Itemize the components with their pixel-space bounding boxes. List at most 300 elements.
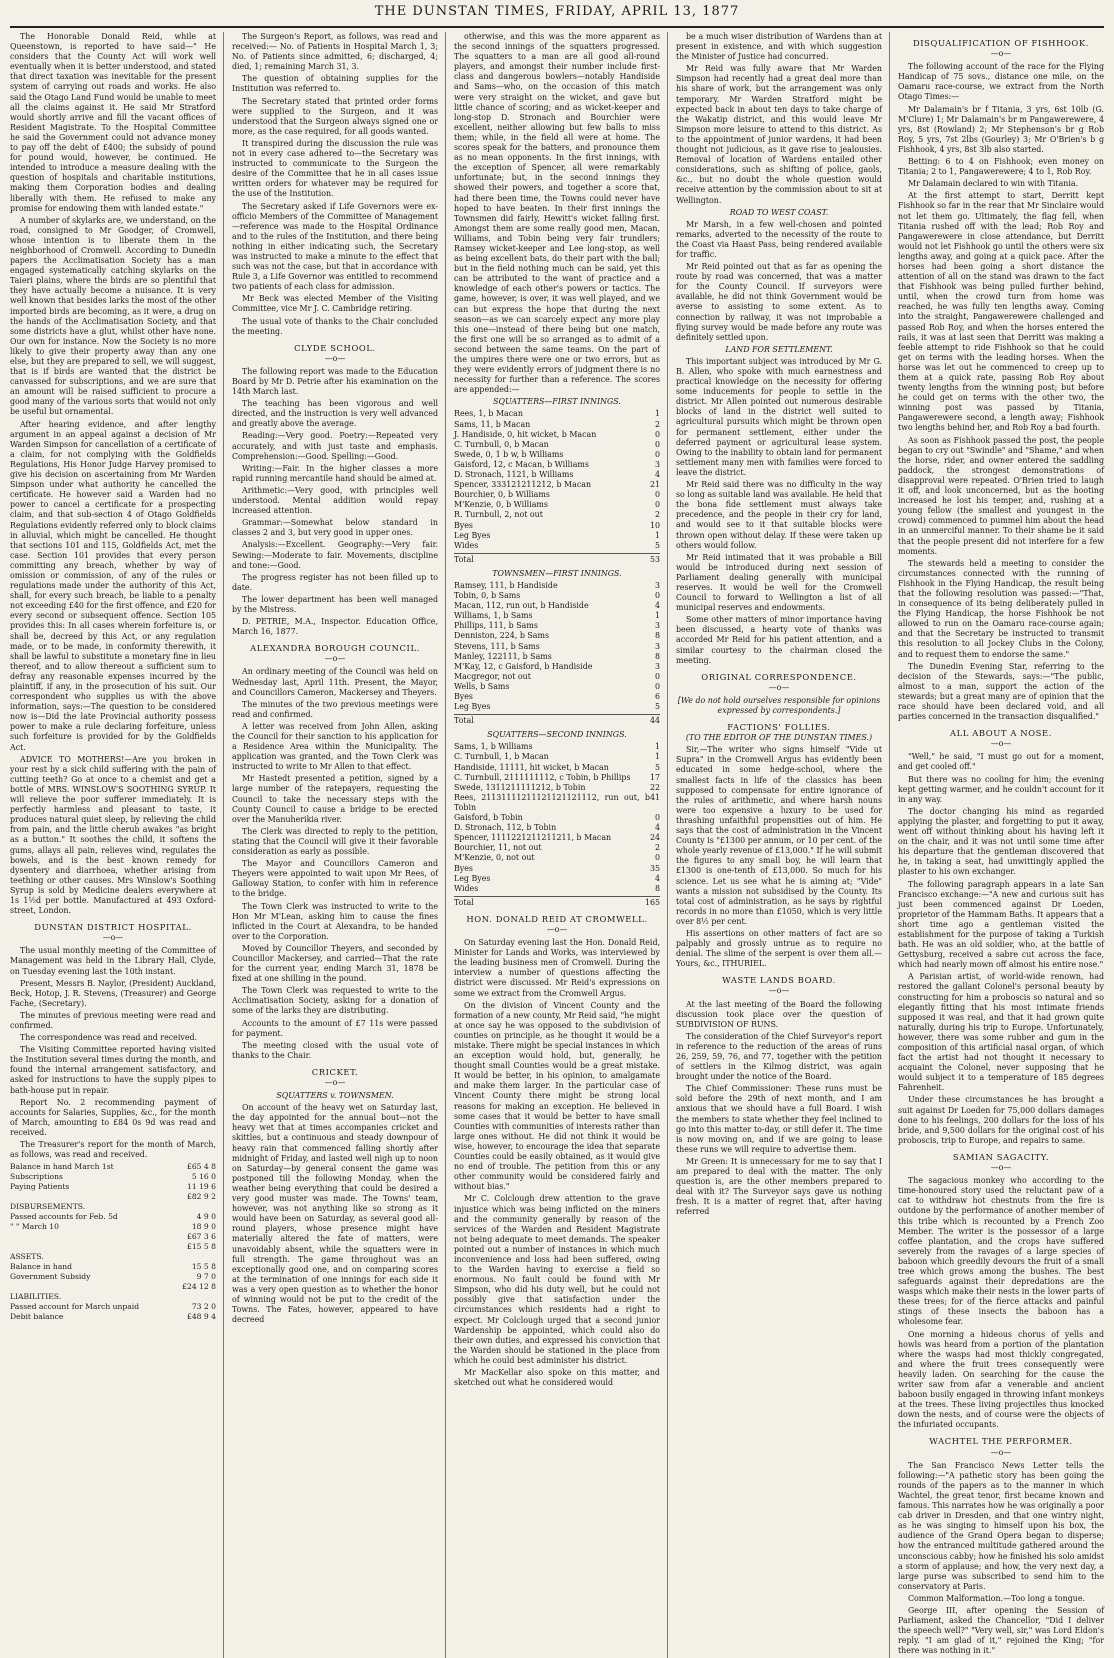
article-paragraph: Mr Reid intimated that it was probable a Bill would be introduced during next session of Parliament dealing generally with municipal reserves. It would be well for the Cromwell Council to forward to Wellington a list of all municipal reserves and endowments. <box>676 552 882 613</box>
ledger-value: 11 19 6 <box>187 1182 216 1192</box>
score-row <box>454 420 660 430</box>
article-paragraph: Mr Reid was fully aware that Mr Warden Simpson had recently had a great deal more than his share of work, but the arrangement was only temporary. Mr Warden Stratford might be expected back in about ten days to take charge of the Wakatip district, and this would leave Mr Simpson more leisure to attend to this district. As to the appointment of junior wardens, it had been thought not judicious, as it gave rise to jealousies. Removal of location of Wardens entailed other considerations, such as shifting of police, gaols, &c., but no doubt the whole question would receive attention by the commission about to sit at Wellington. <box>676 64 882 205</box>
article-paragraph: Mr Beck was elected Member of the Visiting Committee, vice Mr J. C. Cambridge retiring. <box>232 294 438 314</box>
batsman-runs: 3 <box>654 459 660 469</box>
nose-paragraphs <box>898 752 1104 1146</box>
columns <box>10 32 1104 1656</box>
batsman-name: Phillips, 111, b Sams <box>454 621 538 631</box>
article-paragraph: The usual vote of thanks to the Chair concluded the meeting. <box>232 316 438 336</box>
batsman-runs: 5 <box>654 702 660 712</box>
batsman-name: Leg Byes <box>454 702 491 712</box>
article-paragraph: The Town Clerk was instructed to write to the Hon Mr M'Lean, asking him to cause the fines inflicted in the Court at Alexandra, to be handed over to the Corporation. <box>232 901 438 941</box>
batsman-name: D. Stronach, 1121, b Williams <box>454 470 574 480</box>
score-row <box>454 430 660 440</box>
samian-heading: SAMIAN SAGACITY. <box>952 1151 1050 1162</box>
batsman-name: Williams, 1, b Sams <box>454 611 533 621</box>
section-rule: —o— <box>324 353 346 363</box>
score-row <box>454 490 660 500</box>
ledger-row <box>10 1192 216 1202</box>
batsman-name: Bourchier, 11, not out <box>454 843 542 853</box>
score-row <box>454 652 660 662</box>
batsman-name: Wides <box>454 540 479 550</box>
school-heading: CLYDE SCHOOL. <box>294 342 376 353</box>
article-paragraph: On account of the heavy wet on Saturday last, the day appointed for the annual bout—not the heavy wet that at times accompanies cricket and skittles, but a continuous and steady downpour of heavy rain that commenced falling shortly after midnight of Friday, and lasted well nigh up to noon on Saturday—by general consent the game was postponed till the following Monday, when the weather being everything that could be desired a very good muster was made. The Towns' team, however, was not anything like so strong as it would have been on Saturday, as several good all-round players, whose presence might have materially altered the fate of matters, were unavoidably absent, while the squatters were in full strength. The game throughout was an exceptionally good one, and on comparing scores at the termination of one innings for each side it was a very open question as to whether the honor of winning would not be put to the credit of the Towns. The Fates, however, appeared to have decreed <box>232 1103 438 1325</box>
score-row <box>454 742 660 752</box>
column-1 <box>10 32 216 1658</box>
batsman-name: R. Turnbull, 2, not out <box>454 510 543 520</box>
col4-paragraphs <box>676 32 882 206</box>
score-row <box>454 553 660 565</box>
article-paragraph: George III, after opening the Session of Parliament, asked the Chancellor, "Did I deliver the speech well?" "Very well, sir," was Lord Eldon's reply. "I am glad of it," rejoined the King; "for there was nothing in it." <box>898 1605 1104 1656</box>
score-row <box>454 480 660 490</box>
batsman-runs: 2 <box>654 419 660 429</box>
col2-paragraphs <box>232 32 438 337</box>
reid-paragraphs <box>454 938 660 1388</box>
ledger-row <box>10 1172 216 1182</box>
article-paragraph: At the first attempt to start, Derritt kept Fishhook so far in the rear that Mr Sinclaire would not let them go. Ultimately, the flag fell, when Titania rushed off with the lead; Rob Roy and Pangawerewere in close attendance, but Derritt would not let Fishhook go until the others were six lengths away, and going at a quick pace. After the horses had been going a short distance the attention of all on the stand was drawn to the fact that Fishhook was being pulled further behind, until, when the crowd turn from home was reached, he was fully ten lengths away. Coming into the straight, Pangawerewere challenged and passed Rob Roy, and when the horses entered the rails, it was at last seen that Derritt was making a feeble attempt to ride Fishhook so that he could get on terms with the leading horses. When the horse was let out he commenced to creep up to them at a quick rate, passing Rob Roy about twenty lengths from the winning post; but before he could get on terms with the other two, the winning post was passed by Titania, Pangawerewere second, a length away; Fishhook two lengths behind her, and Rob Roy a bad fourth. <box>898 191 1104 433</box>
article-paragraph: His assertions on other matters of fact are so palpably and grossly untrue as to require no denial. The slime of the serpent is over them all.—Yours, &c., ITHURIEL. <box>676 928 882 969</box>
ledger-row <box>10 1162 216 1172</box>
score-row <box>454 409 660 419</box>
article-paragraph: The correspondence was read and received. <box>20 1033 198 1043</box>
article-paragraph: A Parisian artist, of world-wide renown, had restored the gallant Colonel's personal beauty by constructing for him a proboscis so natural and so elegantly fitting that his most intimate friends supposed it was real, and that it had grown quite naturally, during his trip to Europe. Unfortunately, however, there was some rubber and gum in the composition of this artificial nasal organ, of which fact the artist had not thought it necessary to acquaint the Colonel, never supposing that he would subject it to a temperature of 185 degrees Fahrenheit. <box>898 972 1104 1093</box>
score3-table <box>454 742 660 908</box>
article-paragraph: Mr Marsh, in a few well-chosen and pointed remarks, adverted to the necessity of the route to the Coast via Haast Pass, being rendered available for traffic. <box>676 219 882 259</box>
batsman-name: Leg Byes <box>454 530 491 540</box>
article-paragraph: The minutes of previous meeting were read and confirmed. <box>10 1010 216 1030</box>
cricket-heading: CRICKET. <box>311 1066 359 1077</box>
article-paragraph: The meeting closed with the usual vote of thanks to the Chair. <box>232 1040 438 1060</box>
ledger-value: £67 3 6 <box>187 1232 216 1242</box>
ledger-value: £65 4 8 <box>187 1162 216 1172</box>
batsman-name: Bourchier, 0, b Williams <box>454 490 550 500</box>
section-rule: —o— <box>102 933 124 943</box>
batsman-runs: 0 <box>654 853 660 863</box>
batsman-runs: 0 <box>654 500 660 510</box>
score-row <box>454 793 660 813</box>
batsman-runs: 41 <box>649 792 660 802</box>
batsman-name: Handiside, 11111, hit wicket, b Macan <box>454 762 609 772</box>
cricket-paragraphs <box>232 1103 438 1325</box>
ledger-value: £82 9 2 <box>187 1192 216 1202</box>
batsman-name: Byes <box>454 692 473 701</box>
batsman-name: C. Turnbull, 1, b Macan <box>454 752 549 762</box>
batsman-name: Gaisford, 12, c Macan, b Williams <box>454 459 589 469</box>
score-row <box>454 773 660 783</box>
batsman-runs: 1 <box>654 409 660 419</box>
score2-heading: TOWNSMEN—FIRST INNINGS. <box>492 568 622 578</box>
batsman-runs: 3 <box>654 580 660 590</box>
score-row <box>454 714 660 726</box>
ledger-row <box>10 1182 216 1192</box>
masthead-title: THE DUNSTAN TIMES, FRIDAY, APRIL 13, 1877 <box>374 4 740 19</box>
correspondence-heading: ORIGINAL CORRESPONDENCE. <box>701 671 857 682</box>
article-paragraph: The consideration of the Chief Surveyor's report in reference to the reduction of the areas of runs 26, 259, 59, 76, and 77, together with the petition of settlers in the Kilmog district, was again brought under the notice of the Board. <box>676 1031 882 1082</box>
ledger-value <box>182 1292 216 1302</box>
ledger-value: 73 2 0 <box>191 1302 216 1312</box>
batsman-runs: 0 <box>654 490 660 500</box>
article-paragraph: Present, Messrs B. Naylor, (President) Auckland, Beck, Hotop, J. R. Stevens, (Treasurer) and George Fache, (Secretary). <box>10 978 216 1008</box>
batsman-name: M'Kay, 12, c Gaisford, b Handiside <box>454 661 593 671</box>
ledger-row <box>10 1272 216 1282</box>
article-paragraph: Reading:—Very good. Poetry:—Repeated very accurately, and with just taste and emphasis. Comprehension:—Good. Spelling:—Good. <box>232 431 438 461</box>
article-paragraph: This important subject was introduced by Mr G. B. Allen, who spoke with much earnestness and practical knowledge on the necessity for offering some inducements for people to settle in the district. Mr Allen pointed out numerous desirable blocks of land in the district well suited to agricultural pursuits which might be thrown open for permanent settlement, either under the deferred payment or agricultural lease system. Owing to the inability to obtain land for permanent settlement many men with families were forced to leave the district. <box>676 356 882 477</box>
article-paragraph: The sagacious monkey who according to the time-honoured story used the reluctant paw of a cat to withdraw hot chestnuts from the fire is outdone by the performance of another member of this tribe which is recounted by a French Zoo Member. The writer is the possessor of a large coffee plantation, and the crops have suffered severely from the ravages of a large species of baboon which greedily devours the fruit of a small tree which grows among the bushes. The best safeguards against their depredations are the wasps which make their nests in the lower parts of these trees; for of the fierce attacks and painful stings of these insects the baboon has a wholesome fear. <box>898 1176 1104 1327</box>
article-paragraph: The minutes of the two previous meetings were read and confirmed. <box>232 699 438 719</box>
batsman-runs: 0 <box>654 681 660 691</box>
score-row <box>454 500 660 510</box>
batsman-runs: 44 <box>649 716 660 726</box>
section-rule: —o— <box>324 1078 346 1087</box>
batsman-name: Denniston, 224, b Sams <box>454 631 550 641</box>
article-paragraph: The progress register has not been filled up to date. <box>232 572 438 592</box>
article-paragraph: The following paragraph appears in a late San Francisco exchange:—"A new and curious suit has just been commenced against Dr Loeden, proprietor of the Hammam Baths. It appears that a short time ago a gentleman visited the establishment for the purpose of taking a Turkish bath. He was an old soldier, who, at the battle of Gettysburg, received a sabre cut across the face, which had nearly mown off almost his entire nose." <box>898 879 1104 970</box>
school-paragraphs <box>232 367 438 637</box>
article-paragraph: At the last meeting of the Board the following discussion took place over the question of SUBDIVISION OF RUNS. <box>676 999 882 1029</box>
article-paragraph: Mr Dalamain declared to win with Titania. <box>908 179 1079 189</box>
council-paragraphs <box>232 667 438 1060</box>
article-paragraph: The usual monthly meeting of the Committee of Management was held in the Library Hall, Clyde, on Tuesday evening last the 10th instant. <box>10 946 216 976</box>
article-paragraph: The lower department has been well managed by the Mistress. <box>232 594 438 614</box>
article-paragraph: The San Francisco News Letter tells the following:—"A pathetic story has been going the rounds of the papers as to the manner in which Wachtel, the great tenor, first became known and famous. This narrates how he was originally a poor cab driver in Dresden, and that one wintry night, as he was singing to himself upon his box, the audience of the Grand Opera began to disperse; how the entranced multitude gathered around the unconscious cabby; how he finished his solo amidst a storm of applause; and how, the very next day, a large purse was subscribed to send him to the conservatory at Paris. <box>898 1460 1104 1591</box>
ledger-label: Debit balance <box>10 1312 64 1322</box>
section-rule: —o— <box>546 924 568 934</box>
article-paragraph: After hearing evidence, and after lengthy argument in an appeal against a decision of Mr Warden Simpson for cancellation of a certificate of a claim, for not complying with the Goldfields Regulations, His Honor Judge Harvey promised to give his decision on ascertaining from Mr Warden Simpson under what authority he cancelled the certificate. He however said a Warden had no power to cancel a certificate for a prospecting claim, and that sub-section 4 of Otago Goldfields Regulations evidently referred only to block claims in alluvial, which might be cancelled. He thought that sections 101 and 115, Goldfields Act, met the case. Section 101 provides that every person committing any breach, whether by way of omission or commission, of any of the rules or regulations made under the authority of this Act, shall, for every such breach, be liable to a penalty not exceeding £40 for the first offence, and £20 for every second or subsequent offence. Section 105 provides this: In all cases wherein forfeiture is, or shall be, decreed by this Act, or any regulation made, or to be made, in conformity therewith, it shall be lawful to substitute a monetary fine in lieu thereof, and to allow thereout a sufficient sum to defray any reasonable expenses incurred by the plaintiff, if any, in the prosecution of his suit. Our correspondent who supplies us with the above information, says:—The question to be considered now is—Did the late Provincial authority possess power to make a rule declaring forfeiture, unless such forfeiture is provided for by the Goldfields Act. <box>10 419 216 752</box>
article-paragraph: Under these circumstances he has brought a suit against Dr Loeden for 75,000 dollars damages done to his feelings, 200 dollars for the loss of his bride, and 9,500 dollars for the original cost of his proboscis, trip to Europe, and repairs to same. <box>898 1095 1104 1145</box>
score-row <box>454 672 660 682</box>
score-row <box>454 531 660 541</box>
article-paragraph: Mr C. Colclough drew attention to the grave injustice which was being inflicted on the miners and the community generally by reason of the services of the Warden and Resident Magistrate not being adequate to meet demands. The speaker pointed out a number of instances in which much inconvenience and loss had been suffered, owing to the Warden having to exercise a field so enormous. No fault could be found with Mr Simpson, who did his duty well, but he could not possibly give that satisfaction under the circumstances which residents had a right to expect. Mr Colclough urged that a second junior Wardenship be appointed, which could also do their own duties, and expressed his conviction that the Warden should be stationed in the place from which he could best administer his district. <box>454 1194 660 1365</box>
score-row <box>454 874 660 884</box>
score-row <box>454 682 660 692</box>
batsman-runs: 165 <box>644 897 660 907</box>
ledger-label: Subscriptions <box>10 1172 63 1182</box>
ledger-label <box>10 1242 182 1252</box>
article-paragraph: Mr Green: It is unnecessary for me to say that I am prepared to deal with the matter. The only question is, are the other members prepared to deal with it? The Surveyor says gave us nothing fresh. It is a matter of regret that, after having referred <box>676 1156 882 1217</box>
batsman-runs: 8 <box>654 631 660 641</box>
ledger-label: Balance in hand March 1st <box>10 1162 114 1172</box>
batsman-runs: 3 <box>654 641 660 651</box>
article-paragraph: The Treasurer's report for the month of March, as follows, was read and received. <box>10 1140 216 1160</box>
batsman-runs: 4 <box>654 601 660 611</box>
ledger-value: 15 5 8 <box>191 1262 216 1272</box>
ledger-value: £15 5 8 <box>187 1242 216 1252</box>
batsman-name: Byes <box>454 520 473 530</box>
article-paragraph: The Secretary asked if Life Governors were ex-officio Members of the Committee of Management—reference was made to the Hospital Ordinance and to the rules of the Institution, and there being nothing in either indicating such, the Secretary was instructed to make a minute to the effect that such was not the case, but that in accordance with Rule 3, a Life Governor was entitled to recommend two patients of each class for admission. <box>232 201 438 292</box>
article-paragraph: Accounts to the amount of £7 11s were passed for payment. <box>232 1018 438 1038</box>
batsman-name: Total <box>454 554 474 564</box>
article-paragraph: On the division of Vincent County and the formation of a new county, Mr Reid said, "he might at once say he was opposed to the subdivision of counties on principle, as he thought it would be a mistake. There might be special instances in which an exception would hold, but, generally, he thought small Counties would be a great mistake. It would be better, in his opinion, to amalgamate and make them larger. In the particular case of Vincent County there might be strong local reasons for making an exception. He believed in some cases that it would be better to have small Counties with communities of interests rather than large ones without. He did not think it would be wise, however, to encourage the idea that separate Counties could be easily obtained, as it would give no end of trouble. The petition from this or any other community would be considered fairly and without bias." <box>454 1000 660 1192</box>
masthead <box>10 0 1104 28</box>
article-paragraph: The Visiting Committee reported having visited the Institution several times during the month, and found the internal arrangement satisfactory, and asked for instructions to have the supply pipes to bath-house put in repair. <box>10 1045 216 1095</box>
ledger-label: ASSETS. <box>10 1252 44 1262</box>
batsman-name: M'Kenzie, 0, b Williams <box>454 500 548 510</box>
batsman-name: Spencer, 1111221211211211, b Macan <box>454 833 612 843</box>
wachtel-paragraphs <box>898 1461 1104 1657</box>
ledger-label <box>10 1282 182 1292</box>
batsman-name: Total <box>454 716 474 726</box>
score-row <box>454 621 660 631</box>
article-paragraph: Mr Reid pointed out that as far as opening the route by road was concerned, that was a matter for the County Council. If surveyors were available, he did not think Government would be averse to assisting to some extent. As to connection by railway, it was not improbable a flying survey would be made before any route was definitely settled upon. <box>676 262 882 342</box>
batsman-name: Swede, 1311211111212, b Tobin <box>454 782 586 792</box>
article-paragraph: Moved by Councillor Theyers, and seconded by Councillor Mackersey, and carried—That the rate for the current year, ending March 31, 1878 be fixed at one shilling in the pound. <box>232 943 438 984</box>
ledger-row <box>10 1252 216 1262</box>
batsman-name: J. Handiside, 0, hit wicket, b Macan <box>454 429 597 439</box>
fishhook-heading: DISQUALIFICATION OF FISHHOOK. <box>912 38 1090 48</box>
article-paragraph: Mr Hastedt presented a petition, signed by a large number of the ratepayers, requesting the Council to take the necessary steps with the County Council to cause a bridge to be erected over the Manuherikia river. <box>232 774 438 824</box>
batsman-name: Spencer, 333121211212, b Macan <box>454 480 592 490</box>
article-paragraph: A number of skylarks are, we understand, on the road, consigned to Mr Goodger, of Cromwell, whose intention is to liberate them in the neighborhood of Cromwell. According to Dunedin papers the Acclimatisation Society has a man engaged systematically catching skylarks on the Taieri plains, where the birds are so plentiful that they have actually become a nuisance. It is very well known that besides larks the most of the other imported birds are becoming, as it were, a drug on the hands of the Acclimatisation Society, and that some districts have a glut, whilst other have none. Our own for instance. Now the Society is no more likely to give their property away than any one else, but they are prepared to sell, we will suggest, that is if birds are wanted that the district be canvassed for subscriptions, and we are sure that an amount will be raised sufficient to procure a good many of the various sorts that would not only be useful but ornamental. <box>10 215 216 417</box>
ledger-label: LIABILITIES. <box>10 1292 62 1302</box>
ledger-value: 5 16 0 <box>191 1172 216 1182</box>
waste-lands-paragraphs <box>676 1000 882 1218</box>
article-paragraph: The question of obtaining supplies for the Institution was referred to. <box>232 74 438 94</box>
batsman-runs: 0 <box>654 429 660 439</box>
batsman-runs: 0 <box>654 671 660 681</box>
column-4 <box>676 32 882 1658</box>
score-row <box>454 642 660 652</box>
score-row <box>454 783 660 793</box>
batsman-name: Wells, b Sams <box>454 681 510 691</box>
ledger-value: 9 7 0 <box>196 1272 216 1282</box>
article-paragraph: An ordinary meeting of the Council was held on Wednesday last, April 11th. Present, the Mayor, and Councillors Cameron, Mackersey and Theyers. <box>232 667 438 697</box>
article-paragraph: The Town Clerk was requested to write to the Acclimatisation Society, asking for a donation of some of the larks they are distributing. <box>232 986 438 1016</box>
ledger-row <box>10 1292 216 1302</box>
section-rule: —o— <box>324 654 346 664</box>
ledger-row <box>10 1302 216 1312</box>
batsman-runs: 3 <box>654 621 660 631</box>
score2-table <box>454 581 660 726</box>
factions-subheading: (TO THE EDITOR OF THE DUNSTAN TIMES.) <box>685 733 873 743</box>
batsman-runs: 24 <box>649 833 660 843</box>
article-paragraph: The Honorable Donald Reid, while at Queenstown, is reported to have said—" He considers that the County Act will work well eventually when it is better understood, and stated that direct taxation was inevitable for the present system of carrying out roads and works. He also said the Otago Land Fund would be unable to meet all the claims against it. He said Mr Stratford would shortly arrive and fill the vacant offices of Resident Magistrate. To the Hospital Committee he said the Government could not advance money to pay off the debt of £400; the subsidy of pound for pound would, however, be continued. He intended to introduce a measure dealing with the question of hospitals and charitable institutions, making them Corporation bodies and dealing liberally with them. He refused to make any promise for endowing them with landed estate." <box>10 32 216 213</box>
score-row <box>454 601 660 611</box>
score-row <box>454 702 660 712</box>
batsman-runs: 53 <box>649 554 660 564</box>
score-row <box>454 833 660 843</box>
score-row <box>454 823 660 833</box>
score-row <box>454 450 660 460</box>
article-paragraph: The Secretary stated that printed order forms were supplied to the Surgeon, and it was understood that the Surgeon always signed one or more, as the case required, for all goods wanted. <box>232 96 438 136</box>
score-row <box>454 541 660 551</box>
article-paragraph: One morning a hideous chorus of yells and howls was heard from a portion of the plantation where the wasps had most thickly congregated, and where the fruit trees consequently were heavily laden. On searching for the cause the writer saw from afar a venerable and ancient baboon busily engaged in throwing infant monkeys at the trees. These living projectiles thus knocked down the nests, and of course were the objects of the infuriated occupants. <box>898 1329 1104 1430</box>
article-paragraph: Writing:—Fair. In the higher classes a more rapid running mercantile hand should be aimed at. <box>232 463 438 483</box>
reid-heading: HON. DONALD REID AT CROMWELL. <box>466 913 648 924</box>
batsman-runs: 21 <box>649 480 660 490</box>
batsman-name: Manley, 122111, b Sams <box>454 651 552 661</box>
ledger-row <box>10 1212 216 1222</box>
wachtel-heading: WACHTEL THE PERFORMER. <box>929 1436 1073 1447</box>
batsman-runs: 17 <box>649 772 660 782</box>
hospital-paragraphs <box>10 946 216 1160</box>
ledger-row <box>10 1232 216 1242</box>
batsman-name: Rees, 1, b Macan <box>454 409 523 419</box>
ledger-value: £48 9 4 <box>187 1312 216 1322</box>
batsman-name: Gaisford, b Tobin <box>454 813 523 823</box>
batsman-runs: 5 <box>654 540 660 550</box>
batsman-runs: 2 <box>654 843 660 853</box>
batsman-name: Sams, 1, b Williams <box>454 742 533 752</box>
article-paragraph: The following account of the race for the Flying Handicap of 75 sovs., distance one mile, on the Oamaru race-course, we extract from the North Otago Times:— <box>898 62 1104 102</box>
article-paragraph: be a much wiser distribution of Wardens than at present in existence, and with which suggestion the Minister of Justice had concurred. <box>676 32 882 62</box>
batsman-runs: 3 <box>654 661 660 671</box>
batsman-runs: 4 <box>654 823 660 833</box>
article-paragraph: But there was no cooling for him; the evening kept getting warmer, and he couldn't account for it in any way. <box>898 774 1104 804</box>
batsman-runs: 1 <box>654 742 660 752</box>
batsman-runs: 0 <box>654 449 660 459</box>
article-paragraph: "Well," he said, "I must go out for a moment, and get cooled off." <box>898 752 1104 772</box>
batsman-name: Stevens, 111, b Sams <box>454 641 540 651</box>
score-row <box>454 591 660 601</box>
council-heading: ALEXANDRA BOROUGH COUNCIL. <box>250 643 420 654</box>
score-row <box>454 470 660 480</box>
ledger-row <box>10 1312 216 1322</box>
section-rule: —o— <box>990 49 1012 59</box>
ledger-value: £24 12 8 <box>182 1282 216 1292</box>
col3-paragraphs <box>454 32 660 395</box>
ledger-row <box>10 1242 216 1252</box>
batsman-name: Tobin, 0, b Sams <box>454 591 521 601</box>
road-paragraphs <box>676 220 882 343</box>
ledger-label <box>10 1232 182 1242</box>
batsman-runs: 2 <box>654 510 660 520</box>
batsman-runs: 1 <box>654 752 660 762</box>
ledger-label: DISBURSEMENTS. <box>10 1202 86 1212</box>
article-paragraph: Mr Dalamain's br f Titania, 3 yrs, 6st 10lb (G. M'Clure) 1; Mr Dalamain's br m Pangawerewere, 4 yrs, 8st (Rowland) 2; Mr Stephenson's br g Rob Roy, 5 yrs, 7st 2lbs (Gourley) 3; Mr O'Brien's b g Fishhook, 4 yrs, 8st 3lb also started. <box>898 104 1104 154</box>
score-row <box>454 896 660 908</box>
article-paragraph: The Chief Commissioner: These runs must be sold before the 29th of next month, and I am anxious that we should have a full Board. I wish the members to state whether they feel inclined to go into this matter to-day, or still defer it. The time is now moving on, and if we are going to lease these runs we will require to advertise them. <box>676 1084 882 1154</box>
article-paragraph: As soon as Fishhook passed the post, the people began to cry out "Swindle" and "Shame," and when the horse, rider, and owner entered the saddling paddock, the strongest demonstrations of disapproval were repeated. O'Brien tried to laugh it off, and look unconcerned, but as the hooting increased he lost his temper, and, rushing at a young fellow (the smallest and youngest in the crowd) commenced to pummel him about the head in an unmerciful manner. To their shame be it said that the people present did not interfere for a few moments. <box>898 435 1104 556</box>
section-rule: —o— <box>768 986 790 996</box>
score-row <box>454 662 660 672</box>
article-paragraph: It transpired during the discussion the rule was not in every case adhered to—the Secretary was instructed to communicate to the Surgeon the desire of the Committee that he in all cases issue written orders for whatever may be required for the use of the Institution. <box>232 138 438 199</box>
article-paragraph: Common Malformation.—Too long a tongue. <box>908 1593 1086 1603</box>
article-paragraph: Arithmetic:—Very good, with principles well understood. Mental addition would repay increased attention. <box>232 485 438 516</box>
ledger-value: 18 9 0 <box>191 1222 216 1232</box>
score-row <box>454 460 660 470</box>
article-paragraph: The Mayor and Councillors Cameron and Theyers were appointed to wait upon Mr Rees, of Galloway Station, to confer with him in reference to the bridge. <box>232 859 438 899</box>
treasurer-ledger <box>10 1162 216 1322</box>
score-row <box>454 611 660 621</box>
score-row <box>454 843 660 853</box>
fishhook-paragraphs <box>898 62 1104 722</box>
article-paragraph: Some other matters of minor importance having been discussed, a hearty vote of thanks was accorded Mr Reid for his patient attention, and a similar courtesy to the chairman closed the meeting. <box>676 615 882 665</box>
article-paragraph: Report No. 2 recommending payment of accounts for Salaries, Supplies, &c., for the month of March, amounting to £84 0s 9d was read and received. <box>10 1097 216 1137</box>
ledger-label: Government Subsidy <box>10 1272 91 1282</box>
batsman-name: C. Turnbull, 2111111112, c Tobin, b Phillips <box>454 772 631 782</box>
article-paragraph: Grammar:—Somewhat below standard in classes 2 and 3, but very good in upper ones. <box>232 518 438 538</box>
land-paragraphs <box>676 357 882 666</box>
batsman-name: Sams, 11, b Macan <box>454 419 531 429</box>
score-row <box>454 521 660 531</box>
batsman-runs: 6 <box>654 692 660 701</box>
score-row <box>454 631 660 641</box>
article-paragraph: The Dunedin Evening Star, referring to the decision of the Stewards, says:—"The public, almost to a man, support the action of the stewards; but a great many are of opinion that the race should have been declared void, and all parties concerned in the transaction disqualified." <box>898 661 1104 722</box>
score-row <box>454 864 660 874</box>
score-row <box>454 853 660 863</box>
ledger-label: Paying Patients <box>10 1182 70 1192</box>
batsman-runs: 0 <box>654 439 660 449</box>
section-rule: —o— <box>990 1447 1012 1457</box>
article-paragraph: Sir,—The writer who signs himself "Vide ut Supra" in the Cromwell Argus has evidently been educated in some hedge-school, where the smallest facts in life of the classics has been supposed to compensate for entire ignorance of the rules of arithmetic, and where harsh nouns were too expensive a luxury to be used for thrashing unfaithful propensities out of him. He says that the cost of administration in the Vincent County is "£1300 per annum, or 10 per cent. of the whole yearly revenue of £13,000." If he will submit the figures to any small boy, he will learn that £1300 is one-tenth of £13,000. So much for his science. Let us see what he is aiming at; "Vide" wants a mission not subsidised by the County. Its total cost of administration, as he says by rightful records in no more than £1050, which is very little over 8½ per cent. <box>676 745 882 926</box>
batsman-runs: 4 <box>654 470 660 480</box>
ledger-row <box>10 1222 216 1232</box>
score-row <box>454 884 660 894</box>
ledger-label <box>10 1192 182 1202</box>
article-paragraph: The Clerk was directed to reply to the petition, stating that the Council will give it their favorable consideration as early as possible. <box>232 826 438 857</box>
article-paragraph: D. PETRIE, M.A., Inspector. Education Office, March 16, 1877. <box>232 617 438 637</box>
column-3 <box>454 32 660 1658</box>
batsman-runs: 4 <box>654 873 660 883</box>
batsman-runs: 1 <box>654 530 660 540</box>
ledger-row <box>10 1282 216 1292</box>
correspondence-note: [We do not hold ourselves responsible for opinions expressed by correspondents.] <box>677 695 881 715</box>
batsman-runs: 35 <box>649 863 660 873</box>
ledger-value <box>182 1202 216 1212</box>
article-paragraph: Analysis:—Excellent. Geography:—Very fair. Sewing:—Moderate to fair. Movements, discipline and tone:—Good. <box>232 540 438 570</box>
section-rule: —o— <box>990 1163 1012 1173</box>
batsman-name: Leg Byes <box>454 873 491 883</box>
batsman-name: Rees, 21131111211121121121112, run out, b Tobin <box>454 792 650 812</box>
batsman-name: Byes <box>454 863 473 873</box>
article-paragraph: Mr Reid said there was no difficulty in the way so long as suitable land was available. He held that the bona fide settlement must always take precedence, and the people in their cry for land, and would see to it that suitable blocks were thrown open without delay. If these were taken up others would follow. <box>676 480 882 550</box>
batsman-runs: 8 <box>654 651 660 661</box>
score-row <box>454 510 660 520</box>
score-row <box>454 763 660 773</box>
score1-table <box>454 409 660 564</box>
batsman-name: Swede, 0, 1 b w, b Williams <box>454 449 564 459</box>
article-paragraph: Mr MacKellar also spoke on this matter, and sketched out what he considered would <box>454 1368 660 1388</box>
batsman-runs: 0 <box>654 813 660 823</box>
article-paragraph: On Saturday evening last the Hon. Donald Reid, Minister for Lands and Works, was interviewed by the leading business men of Cromwell. During the interview a number of questions affecting the district were discussed. Mr Reid's expressions on some we extract from the Cromwell Argus. <box>454 938 660 998</box>
batsman-name: D. Stronach, 112, b Tobin <box>454 823 557 833</box>
score-row <box>454 440 660 450</box>
ledger-value: 4 9 0 <box>196 1212 216 1222</box>
batsman-name: Wides <box>454 883 479 893</box>
nose-heading: ALL ABOUT A NOSE. <box>950 728 1052 739</box>
ledger-row <box>10 1262 216 1272</box>
article-paragraph: The teaching has been vigorous and well directed, and the instruction is very well advanced and greatly above the average. <box>232 399 438 429</box>
batsman-runs: 22 <box>649 782 660 792</box>
batsman-runs: 10 <box>649 520 660 530</box>
article-paragraph: ADVICE TO MOTHERS!—Are you broken in your rest by a sick child suffering with the pain of cutting teeth? Go at once to a chemist and get a bottle of MRS. WINSLOW'S SOOTHING SYRUP. It will relieve the poor sufferer immediately. It is perfectly harmless and pleasant to taste, it produces natural quiet sleep, by relieving the child from pain, and the little cherub awakes "as bright as a button." It soothes the child, it softens the gums, allays all pain, relieves wind, regulates the bowels, and is the best known remedy for dysentery and diarrhoea, whether arising from teething or other causes. Mrs Winslow's Soothing Syrup is sold by Medicine dealers everywhere at 1s 1½d per bottle. Manufactured at 493 Oxford-street, London. <box>10 754 216 916</box>
article-paragraph: The Surgeon's Report, as follows, was read and received:— No. of Patients in Hospital March 1, 3; No. of Patients since admitted, 6; discharged, 4; died, 1; remaining March 31, 3. <box>232 32 438 72</box>
score1-heading: SQUATTERS—FIRST INNINGS. <box>493 397 621 407</box>
score-row <box>454 813 660 823</box>
cricket-subheading: SQUATTERS v. TOWNSMEN. <box>276 1091 394 1101</box>
batsman-runs: 8 <box>654 883 660 893</box>
waste-lands-heading: WASTE LANDS BOARD. <box>722 975 836 986</box>
col1-paragraphs <box>10 32 216 916</box>
article-paragraph: The following report was made to the Education Board by Mr D. Petrie after his examination on the 14th March last. <box>232 366 438 397</box>
hospital-heading: DUNSTAN DISTRICT HOSPITAL. <box>34 922 192 933</box>
ledger-label: " " March 10 <box>10 1222 59 1232</box>
score-row <box>454 752 660 762</box>
section-rule: —o— <box>768 682 790 692</box>
batsman-name: Macan, 112, run out, b Handiside <box>454 601 589 611</box>
article-paragraph: Betting: 6 to 4 on Fishhook; even money on Titania; 2 to 1, Pangawerewere; 4 to 1, Rob Roy. <box>898 157 1104 177</box>
ledger-label: Passed accounts for Feb. 5d <box>10 1212 118 1222</box>
article-paragraph: otherwise, and this was the more apparent as the second innings of the squatters progressed. The squatters to a man are all good all-round players, and amongst their number include first-class and dangerous bowlers—notably Handiside and Sams—who, on the occasion of this match were very straight on the wicket, and gave but little chance of scoring; and as wicket-keeper and long-stop D. Stronach and Bourchier were excellent, neither allowing but few balls to miss them; while, in the field all were at home. The scores speak for the batters, and pronounce them as no mean opponents. In the first innings, with the exception of Spencer, all were remarkably unfortunate; but, in the second innings they showed their powers, and together a score that, had there been time, the Towns could never have hoped to have beaten. In their first innings the Townsmen did fairly, Hewitt's wicket falling first. Amongst them are some really good men, Macan, Williams, and Tobin being very fair trundlers; Ramsey wicket-keeper and Lee long-stop, as well as being excellent bats, do their part with the ball; but in the field nothing much can be said, yet this can be attributed to the want of practice and a knowledge of each other's powers or tactics. The game, however, is over, it was well played, and we can but express the hope that during the next season—as we can scarcely expect any more play this one—instead of there being but one match, the first one will be so arranged as to admit of a second between the same teams. On the part of the umpires there were one or two errors, but as they were evidently errors of judgment there is no necessity for further than a reference. The scores are appended:— <box>454 32 660 395</box>
column-2 <box>232 32 438 1658</box>
factions-paragraphs <box>676 745 882 969</box>
batsman-name: M'Kenzie, 0, not out <box>454 853 535 863</box>
article-paragraph: A letter was received from John Allen, asking the Council for their sanction to his application for a Residence Area within the Municipality. The application was granted, and the Town Clerk was instructed to write to Mr Allen to that effect. <box>232 721 438 772</box>
batsman-runs: 5 <box>654 762 660 772</box>
samian-paragraphs <box>898 1176 1104 1430</box>
batsman-name: Macgregor, not out <box>454 671 531 681</box>
road-heading: ROAD TO WEST COAST. <box>729 207 829 217</box>
